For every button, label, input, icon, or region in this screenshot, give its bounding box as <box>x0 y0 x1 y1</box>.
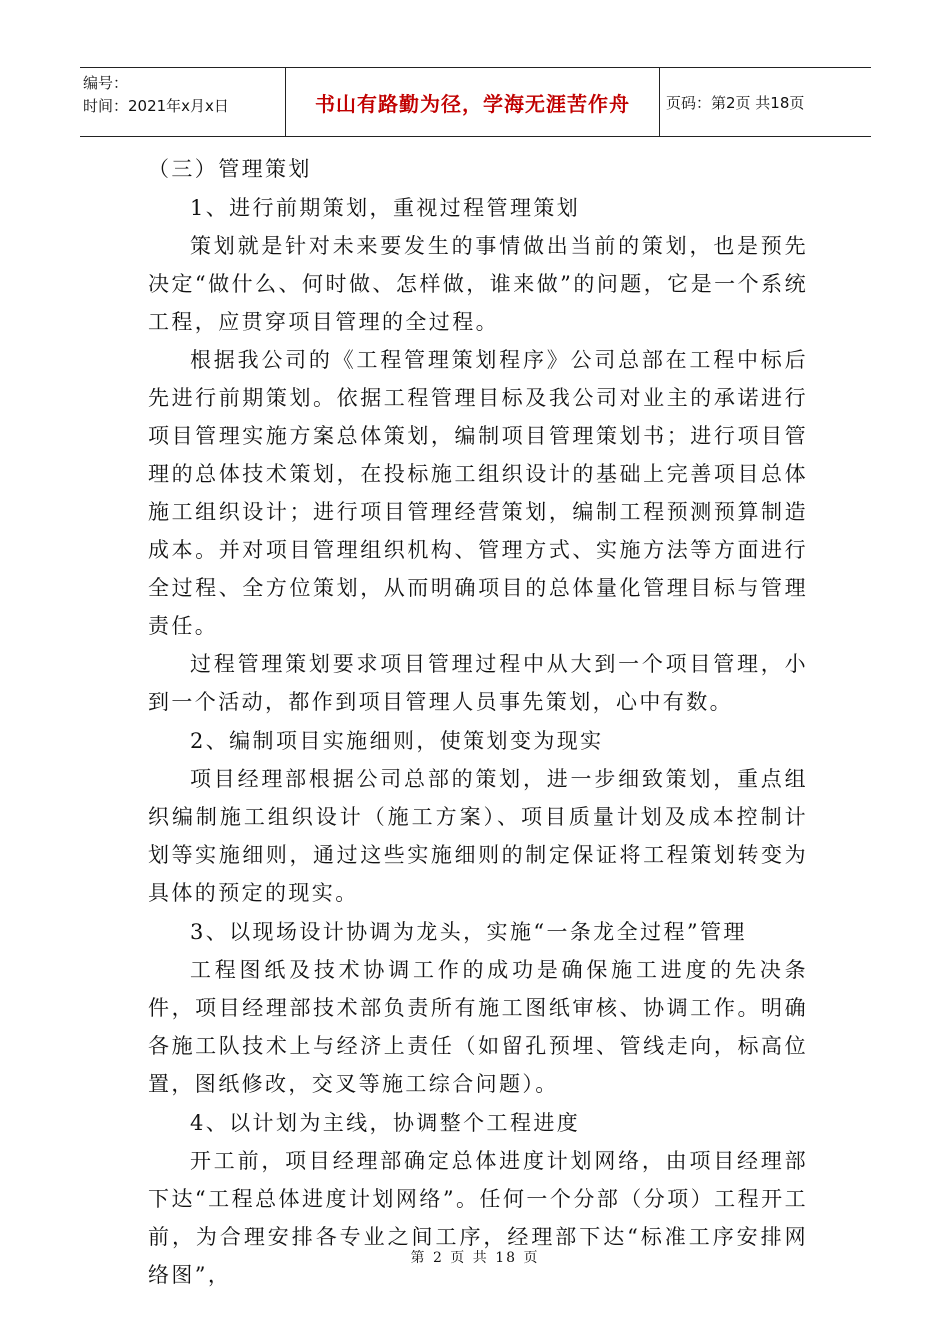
body-paragraph: 策划就是针对未来要发生的事情做出当前的策划，也是预先决定“做什么、何时做、怎样做，谁来做”的问题，它是一个系统工程，应贯穿项目管理的全过程。 <box>148 234 808 334</box>
header-page-info: 页码：第2页 共18页 <box>666 93 805 112</box>
body-paragraph: 项目经理部根据公司总部的策划，进一步细致策划，重点组织编制施工组织设计（施工方案）、项目质量计划及成本控制计划等实施细则，通过这些实施细则的制定保证将工程策划转变为具体的预定的现实。 <box>148 767 808 905</box>
body-paragraph: 开工前，项目经理部确定总体进度计划网络，由项目经理部下达“工程总体进度计划网络”。任何一个分部（分项）工程开工前，为合理安排各专业之间工序，经理部下达“标准工序安排网络图”， <box>148 1149 808 1287</box>
header-motto-cell <box>286 68 660 136</box>
document-number: 编号： <box>83 74 129 92</box>
document-body <box>148 150 808 1294</box>
body-paragraph: 过程管理策划要求项目管理过程中从大到一个项目管理，小到一个活动，都作到项目管理人员事先策划，心中有数。 <box>148 652 808 714</box>
section-heading: （三）管理策划 <box>148 157 312 181</box>
header-meta <box>80 68 286 136</box>
body-paragraph: 工程图纸及技术协调工作的成功是确保施工进度的先决条件，项目经理部技术部负责所有施工图纸审核、协调工作。明确各施工队技术上与经济上责任（如留孔预埋、管线走向，标高位置，图纸修改，交叉等施工综合问题）。 <box>148 958 808 1096</box>
header-motto: 书山有路勤为径，学海无涯苦作舟 <box>315 91 630 116</box>
page-footer: 第 2 页 共 18 页 <box>410 1250 540 1266</box>
section-heading: 3、以现场设计协调为龙头，实施“一条龙全过程”管理 <box>190 920 747 944</box>
document-date: 时间：2021年x月x日 <box>83 97 229 115</box>
section-heading: 4、以计划为主线，协调整个工程进度 <box>190 1111 581 1135</box>
body-paragraph: 根据我公司的《工程管理策划程序》公司总部在工程中标后先进行前期策划。依据工程管理目标及我公司对业主的承诺进行项目管理实施方案总体策划，编制项目管理策划书；进行项目管理的总体技术策划，在投标施工组织设计的基础上完善项目总体施工组织设计；进行项目管理经营策划，编制工程预测预算制造成本。并对项目管理组织机构、管理方式、实施方法等方面进行全过程、全方位策划，从而明确项目的总体量化管理目标与管理责任。 <box>148 348 808 638</box>
section-heading: 1、进行前期策划，重视过程管理策划 <box>190 196 581 220</box>
section-heading: 2、编制项目实施细则，使策划变为现实 <box>190 729 604 753</box>
page-header <box>80 67 871 137</box>
